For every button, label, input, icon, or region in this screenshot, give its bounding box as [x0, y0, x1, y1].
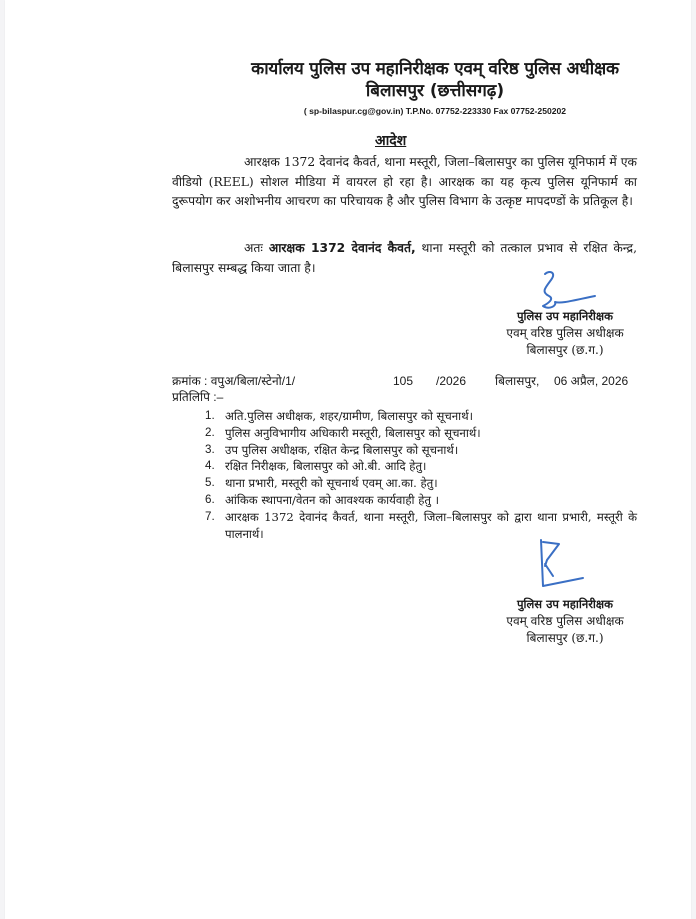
signatory-location: बिलासपुर (छ.ग.): [526, 343, 604, 357]
document-page: [5, 0, 691, 919]
signatory-designation: पुलिस उप महानिरीक्षक: [516, 597, 613, 611]
order-paragraph-2-prefix: अतः: [244, 241, 269, 255]
reference-year: /2026: [436, 374, 467, 388]
reference-number: 105: [393, 374, 414, 388]
item-text: पुलिस अनुविभागीय अधिकारी मस्तूरी, बिलासपुर को सूचनार्थ।: [225, 425, 481, 440]
item-number: 6.: [205, 492, 215, 506]
order-paragraph-1-text: आरक्षक 1372 देवानंद कैवर्त, थाना मस्तूरी, जिला–बिलासपुर का पुलिस यूनिफार्म में एक वीडियो (REEL) सोशल मीडिया में वायरल हो रहा है। आरक्षक का यह कृत्य पुलिस यूनिफार्म का दुरूपयोग कर अशोभनीय आचरण का परिचायक है और पुलिस विभाग के उत्कृष्ट मापदण्डों के प्रतिकूल है।: [172, 155, 637, 208]
item-text: आंकिक स्थापना/वेतन को आवश्यक कार्यवाही हेतु ।: [225, 492, 440, 507]
copy-to-item: [205, 425, 637, 442]
item-text: थाना प्रभारी, मस्तूरी को सूचनार्थ एवम् आ.का. हेतु।: [225, 476, 438, 491]
office-location: बिलासपुर (छत्तीसगढ़): [365, 81, 505, 101]
item-number: 1.: [205, 409, 215, 422]
signatory-designation: पुलिस उप महानिरीक्षक: [516, 309, 613, 323]
copy-to-item: [205, 458, 637, 475]
copy-to-item: [205, 492, 637, 509]
copy-to-label: प्रतिलिपि :–: [172, 390, 224, 404]
signature-block-2: [480, 596, 650, 647]
item-text: अति.पुलिस अधीक्षक, शहर/ग्रामीण, बिलासपुर को सूचनार्थ।: [225, 409, 473, 423]
reference-place: बिलासपुर,: [495, 374, 540, 388]
item-number: 5.: [205, 476, 215, 490]
signatory-location: बिलासपुर (छ.ग.): [526, 631, 604, 645]
item-number: 3.: [205, 442, 215, 456]
signature-block-1: [480, 308, 650, 359]
item-number: 7.: [205, 509, 215, 523]
copy-to-list: [205, 408, 637, 542]
reference-date: 06 अप्रैल, 2026: [554, 374, 629, 388]
copy-to-item: [205, 408, 637, 425]
copy-to-item: [205, 442, 637, 459]
reference-number-prefix: क्रमांक : वपुअ/बिला/स्टेनो/1/: [172, 374, 296, 388]
item-number: 4.: [205, 459, 215, 473]
order-heading: आदेश: [375, 133, 407, 149]
signatory-title: एवम् वरिष्ठ पुलिस अधीक्षक: [506, 326, 624, 340]
office-title: कार्यालय पुलिस उप महानिरीक्षक एवम् वरिष्ठ पुलिस अधीक्षक: [251, 59, 619, 79]
item-text: रक्षित निरीक्षक, बिलासपुर को ओ.बी. आदि हेतु।: [225, 459, 427, 474]
item-text: आरक्षक 1372 देवानंद कैवर्त, थाना मस्तूरी, जिला–बिलासपुर को द्वारा थाना प्रभारी, मस्तूरी के पालनार्थ।: [225, 509, 637, 541]
order-paragraph-2-bold: आरक्षक 1372 देवानंद कैवर्त,: [268, 241, 416, 255]
order-paragraph-2-rest: थाना मस्तूरी को तत्काल प्रभाव से रक्षित केन्द्र, बिलासपुर सम्बद्ध किया जाता है।: [172, 241, 637, 275]
copy-to-item: [205, 475, 637, 492]
office-contact: ( sp-bilaspur.cg@gov.in) T.P.No. 07752-223330 Fax 07752-250202: [303, 106, 567, 116]
item-text: उप पुलिस अधीक्षक, रक्षित केन्द्र बिलासपुर को सूचनार्थ।: [225, 442, 459, 457]
signatory-title: एवम् वरिष्ठ पुलिस अधीक्षक: [506, 614, 624, 628]
signature-2: [533, 536, 593, 596]
item-number: 2.: [205, 425, 215, 439]
order-paragraph-1: [172, 153, 637, 212]
